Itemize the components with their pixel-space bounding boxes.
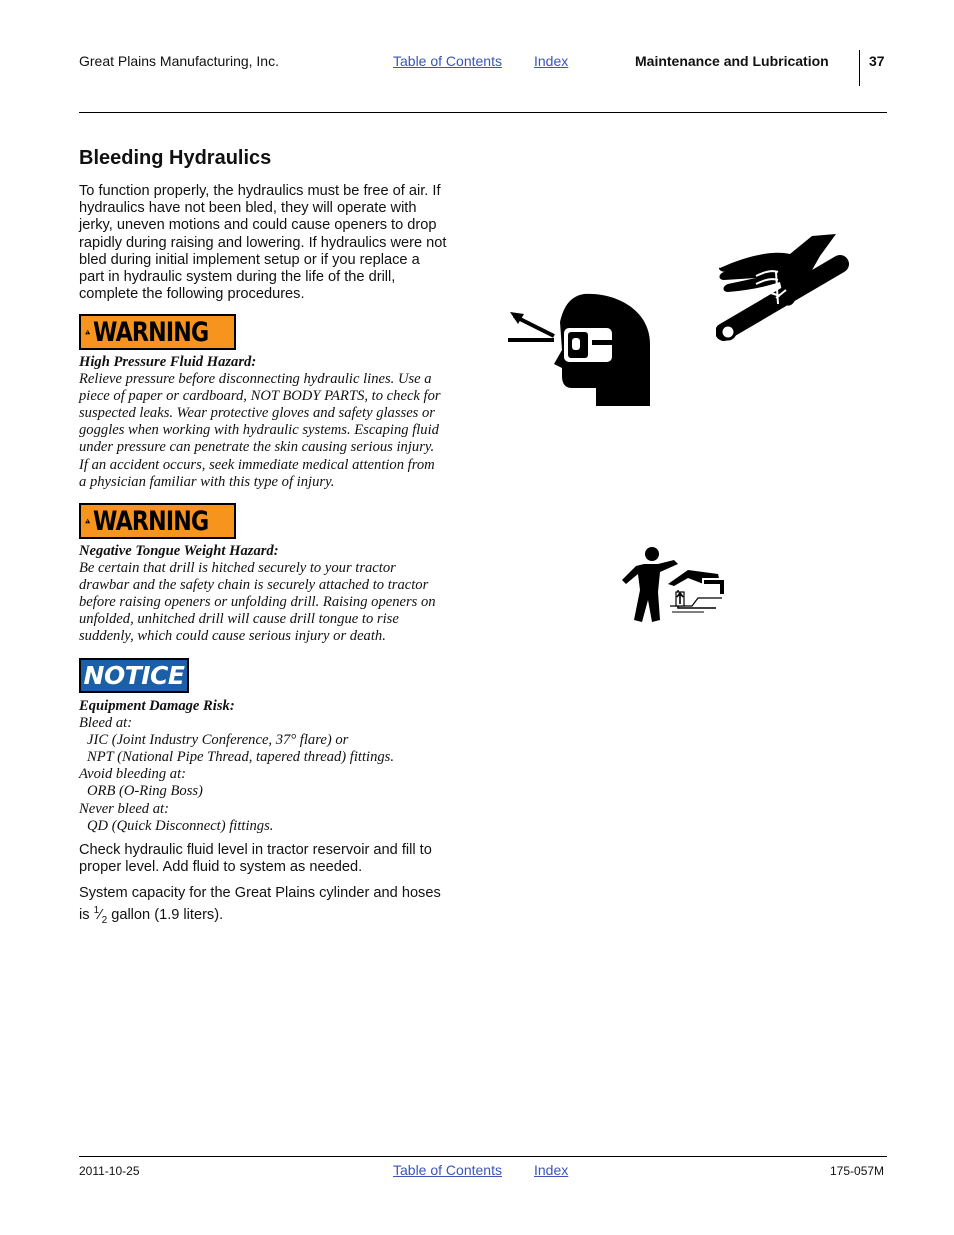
warning1-line: piece of paper or cardboard, NOT BODY PARTS, to check for bbox=[79, 388, 441, 405]
warning2-line: before raising openers or unfolding drill. Raising openers on bbox=[79, 594, 436, 611]
warning1-line: a physician familiar with this type of injury. bbox=[79, 473, 335, 490]
capacity-line-2 bbox=[79, 902, 471, 929]
warning1-line: If an accident occurs, seek immediate medical attention from bbox=[79, 456, 435, 473]
warning-triangle-icon bbox=[85, 321, 90, 343]
warning1-line: Relieve pressure before disconnecting hydraulic lines. Use a bbox=[79, 371, 432, 388]
intro-line: hydraulics have not been bled, they will operate with bbox=[79, 200, 417, 217]
notice-avoid-item: ORB (O-Ring Boss) bbox=[87, 783, 203, 800]
check-paragraph bbox=[79, 842, 471, 876]
notice-bleed-item: NPT (National Pipe Thread, tapered thread) fittings. bbox=[87, 749, 395, 766]
capacity-paragraph bbox=[79, 885, 471, 929]
intro-line: rapidly during raising and lowering. If hydraulics were not bbox=[79, 234, 447, 251]
notice-never-item: QD (Quick Disconnect) fittings. bbox=[87, 817, 274, 834]
notice-label: NOTICE bbox=[83, 661, 185, 690]
warning1-text bbox=[79, 354, 441, 491]
intro-line: complete the following procedures. bbox=[79, 286, 305, 303]
warning1-heading: High Pressure Fluid Hazard: bbox=[79, 354, 257, 370]
footer-index-link[interactable]: Index bbox=[534, 1162, 569, 1178]
header-divider bbox=[859, 50, 860, 86]
intro-line: bled during initial implement setup or if you replace a bbox=[79, 251, 420, 268]
header-toc-link[interactable]: Table of Contents bbox=[393, 53, 502, 69]
notice-heading: Equipment Damage Risk: bbox=[79, 698, 235, 714]
tongue-rise-person-icon bbox=[618, 546, 724, 626]
warning1-line: goggles when working with hydraulic systems. Escaping fluid bbox=[79, 422, 439, 439]
warning2-line: drawbar and the safety chain is securely attached to tractor bbox=[79, 577, 429, 594]
header-page-number: 37 bbox=[869, 53, 885, 69]
check-line: Check hydraulic fluid level in tractor reservoir and fill to bbox=[79, 842, 432, 858]
warning-badge bbox=[79, 503, 236, 539]
check-line: proper level. Add fluid to system as needed. bbox=[79, 859, 363, 876]
notice-text bbox=[79, 698, 394, 835]
warning2-text bbox=[79, 543, 436, 646]
footer-rule bbox=[79, 1156, 887, 1157]
intro-line: To function properly, the hydraulics must be free of air. If bbox=[79, 183, 441, 199]
notice-bleed-item: JIC (Joint Industry Conference, 37° flare) or bbox=[87, 732, 349, 749]
fraction-denominator: 2 bbox=[101, 914, 108, 926]
warning1-line: under pressure can penetrate the skin causing serious injury. bbox=[79, 439, 435, 456]
header-index-link[interactable]: Index bbox=[534, 53, 569, 69]
notice-badge bbox=[79, 658, 189, 693]
header-rule bbox=[79, 112, 887, 113]
fraction-slash: ⁄ bbox=[99, 907, 102, 924]
warning-label: WARNING bbox=[93, 505, 209, 537]
footer-doc-number: 175-057M bbox=[830, 1164, 885, 1178]
capacity-suffix: gallon (1.9 liters). bbox=[107, 907, 224, 924]
warning1-line: suspected leaks. Wear protective gloves and safety glasses or bbox=[79, 405, 435, 422]
warning2-line: Be certain that drill is hitched securely to your tractor bbox=[79, 560, 396, 577]
warning-badge bbox=[79, 314, 236, 350]
warning-label: WARNING bbox=[93, 316, 209, 348]
page-title: Bleeding Hydraulics bbox=[79, 147, 272, 169]
warning2-heading: Negative Tongue Weight Hazard: bbox=[79, 543, 279, 559]
hand-hydraulic-leak-icon bbox=[716, 232, 852, 344]
notice-never-label: Never bleed at: bbox=[79, 800, 169, 817]
capacity-line: System capacity for the Great Plains cylinder and hoses bbox=[79, 885, 441, 901]
intro-line: part in hydraulic system during the life of the drill, bbox=[79, 269, 396, 286]
notice-bleed-label: Bleed at: bbox=[79, 715, 133, 732]
intro-paragraph bbox=[79, 183, 471, 303]
header-section: Maintenance and Lubrication bbox=[635, 53, 829, 69]
warning2-line: suddenly, which could cause serious injury or death. bbox=[79, 628, 386, 645]
footer-toc-link[interactable]: Table of Contents bbox=[393, 1162, 502, 1178]
fraction-numerator: 1 bbox=[93, 905, 100, 917]
warning-triangle-icon bbox=[85, 510, 90, 532]
intro-line: jerky, uneven motions and could cause openers to drop bbox=[79, 217, 437, 234]
footer-date: 2011-10-25 bbox=[79, 1164, 140, 1178]
header-company: Great Plains Manufacturing, Inc. bbox=[79, 53, 279, 69]
safety-glasses-head-icon bbox=[506, 292, 654, 410]
warning2-line: unfolded, unhitched drill will cause drill tongue to rise bbox=[79, 611, 399, 628]
capacity-prefix: is bbox=[79, 907, 94, 924]
notice-avoid-label: Avoid bleeding at: bbox=[79, 766, 186, 783]
